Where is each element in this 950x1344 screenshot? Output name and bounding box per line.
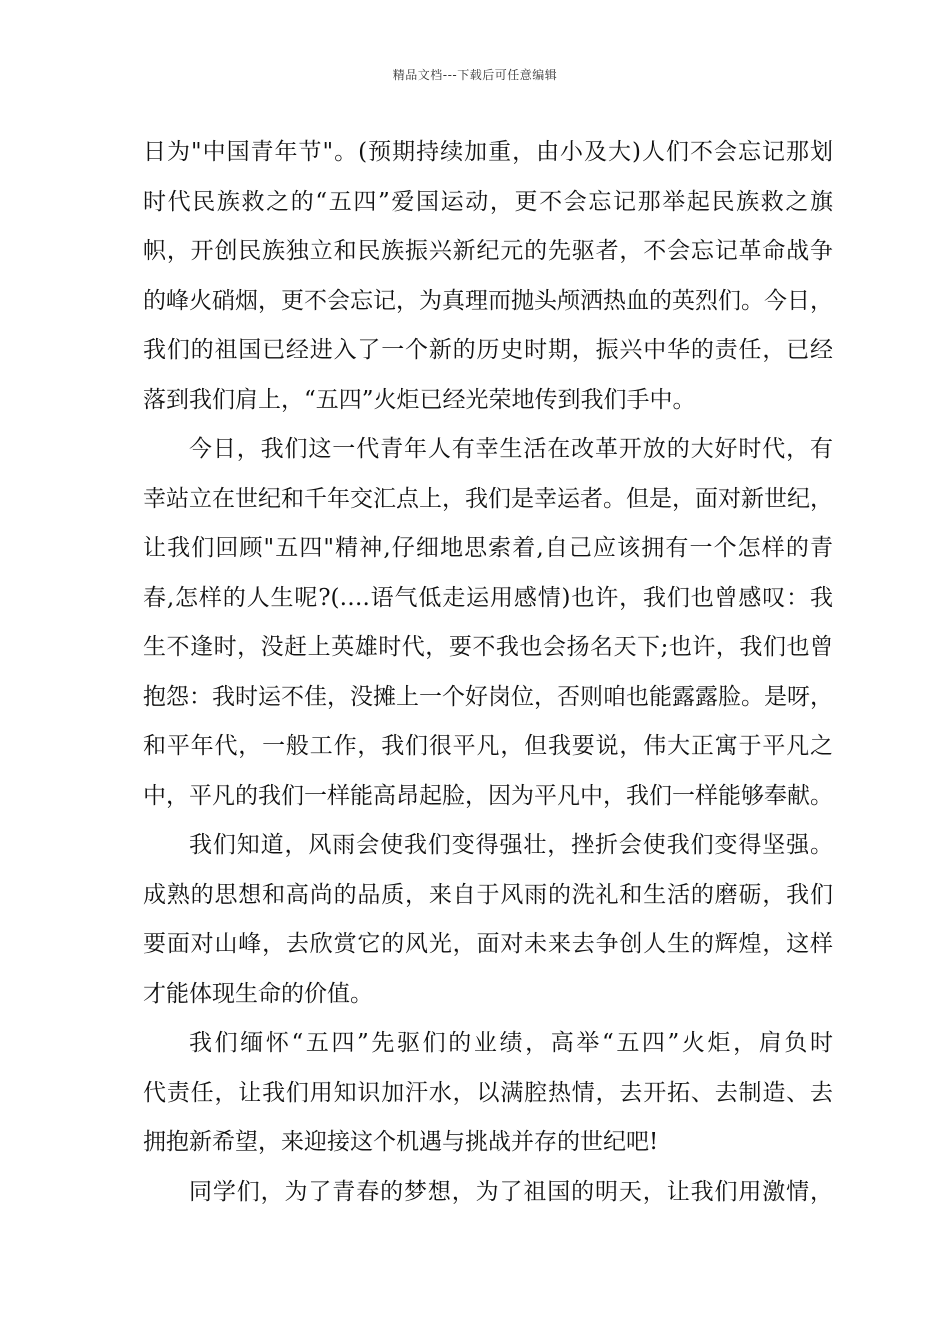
text-line: 时代民族救之的“五四”爱国运动，更不会忘记那举起民族救之旗 — [143, 188, 833, 215]
text-line: 中，平凡的我们一样能高昂起脸，因为平凡中，我们一样能够奉献。 — [143, 782, 833, 809]
text-line: 让我们回顾"五四"精神,仔细地思索着,自己应该拥有一个怎样的青 — [143, 535, 833, 561]
text-line: 生不逢时，没赶上英雄时代，要不我也会扬名天下;也许，我们也曾 — [143, 634, 833, 660]
text-line: 和平年代，一般工作，我们很平凡，但我要说，伟大正寓于平凡之 — [143, 733, 833, 759]
text-line: 帜，开创民族独立和民族振兴新纪元的先驱者，不会忘记革命战争 — [143, 238, 833, 264]
text-line: 我们知道，风雨会使我们变得强壮，挫折会使我们变得坚强。 — [189, 832, 833, 858]
text-line: 才能体现生命的价值。 — [143, 980, 373, 1007]
text-line: 同学们，为了青春的梦想，为了祖国的明天，让我们用激情， — [189, 1178, 833, 1205]
text-line: 成熟的思想和高尚的品质，来自于风雨的洗礼和生活的磨砺，我们 — [143, 881, 833, 908]
text-line: 抱怨：我时运不佳，没摊上一个好岗位，否则咱也能露露脸。是呀， — [143, 683, 833, 710]
page-header: 精品文档---下载后可任意编辑 — [392, 68, 558, 82]
text-line: 春,怎样的人生呢?(….语气低走运用感情)也许，我们也曾感叹：我 — [143, 584, 833, 611]
document-body — [143, 128, 833, 1217]
text-line: 代责任，让我们用知识加汗水，以满腔热情，去开拓、去制造、去 — [143, 1079, 833, 1106]
text-line: 今日，我们这一代青年人有幸生活在改革开放的大好时代，有 — [189, 436, 833, 462]
text-line: 拥抱新希望，来迎接这个机遇与挑战并存的世纪吧! — [143, 1129, 659, 1155]
text-line: 我们的祖国已经进入了一个新的历史时期，振兴中华的责任，已经 — [143, 337, 833, 363]
text-line: 落到我们肩上，“五四”火炬已经光荣地传到我们手中。 — [143, 386, 696, 413]
text-line: 幸站立在世纪和千年交汇点上，我们是幸运者。但是，面对新世纪， — [143, 485, 833, 512]
text-line: 日为"中国青年节"。(预期持续加重，由小及大)人们不会忘记那划 — [143, 139, 833, 165]
text-line: 的峰火硝烟，更不会忘记，为真理而抛头颅洒热血的英烈们。今日， — [143, 287, 833, 314]
text-line: 要面对山峰，去欣赏它的风光，面对未来去争创人生的辉煌，这样 — [143, 931, 833, 957]
text-line: 我们缅怀“五四”先驱们的业绩，高举“五四”火炬，肩负时 — [189, 1030, 833, 1056]
